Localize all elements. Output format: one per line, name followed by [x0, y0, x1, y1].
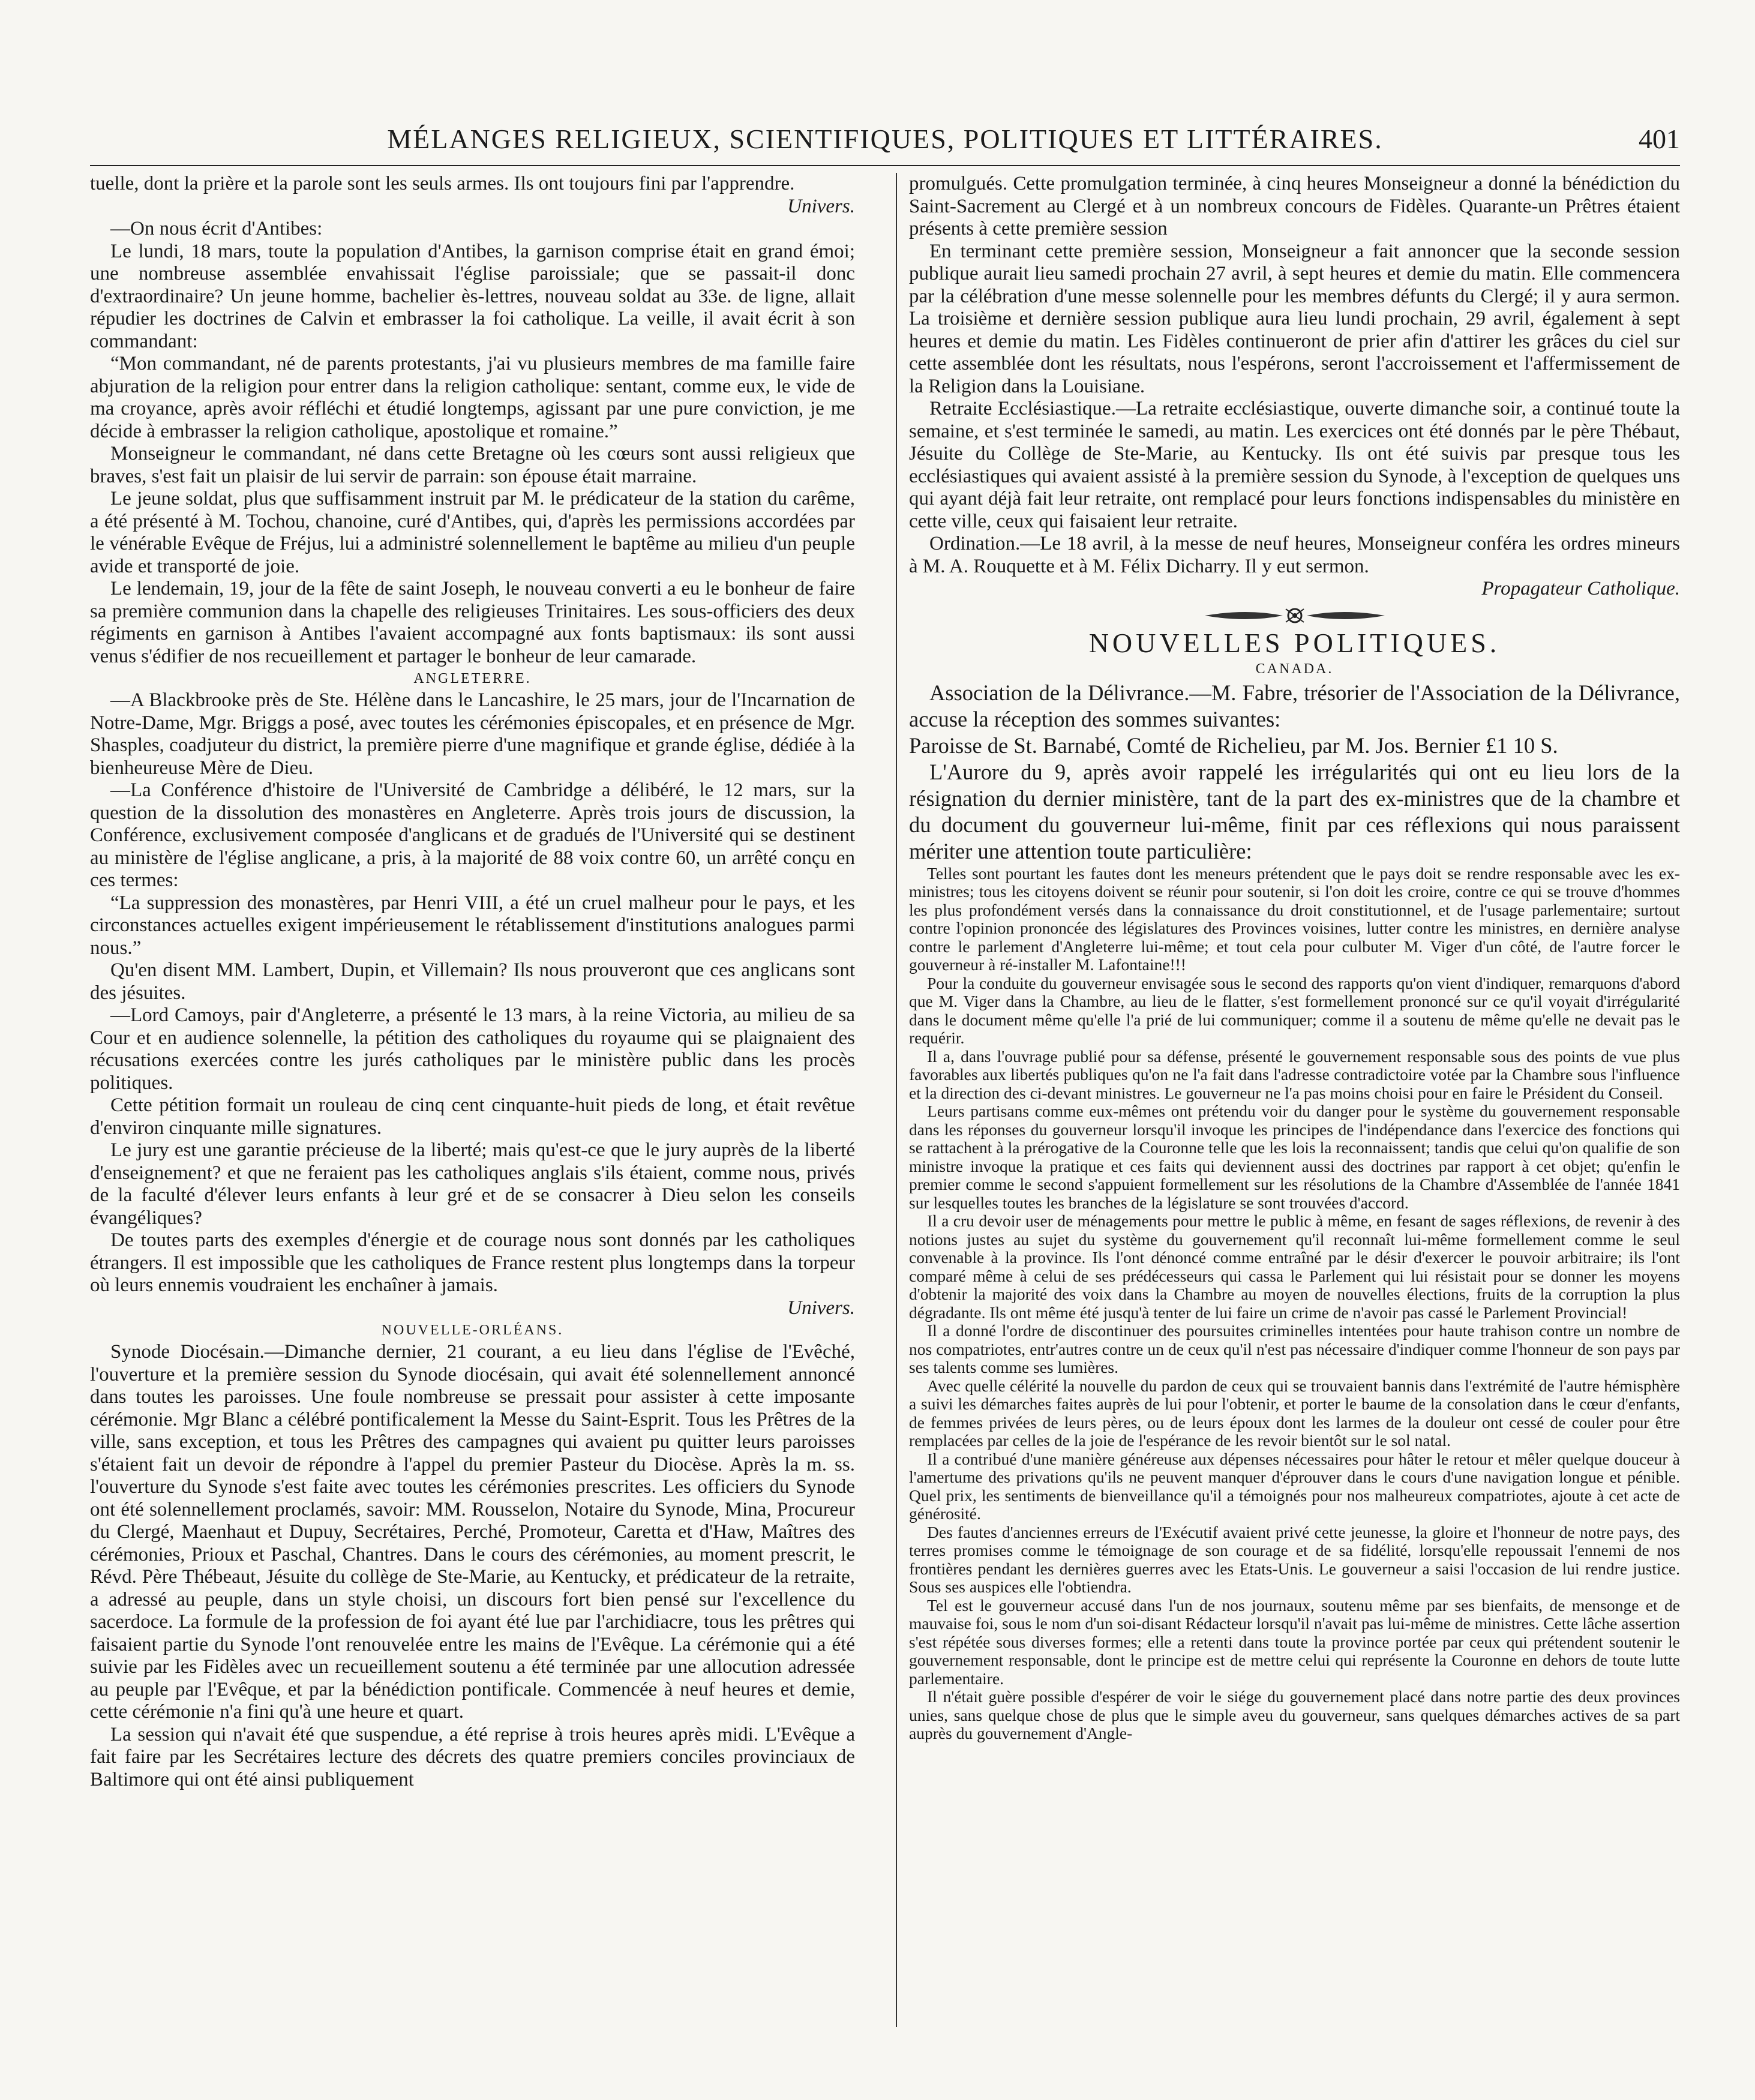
page-header: [90, 123, 1680, 166]
paragraph: —La Conférence d'histoire de l'Université de Cambridge a délibéré, le 12 mars, sur la question de la dissolution des monastères en Angleterre. Après trois jours de discussion, la Conférence, exclusivement composée d'anglicans et de gradués de l'Université qui se destinent au ministère de l'église anglicane, a pris, à la majorité de 88 voix contre 60, un arrêté conçu en ces termes:: [90, 779, 855, 891]
paragraph: —A Blackbrooke près de Ste. Hélène dans le Lancashire, le 25 mars, jour de l'Incarnation de Notre-Dame, Mgr. Briggs a posé, avec toutes les cérémonies épiscopales, et en présence de Mgr. Shasples, coadjuteur du district, la première pierre d'une magnifique et grande église, dédiée à la bienheureuse Mère de Dieu.: [90, 689, 855, 779]
source-attribution: Propagateur Catholique.: [1481, 578, 1680, 599]
paragraph: —Lord Camoys, pair d'Angleterre, a présenté le 13 mars, à la reine Victoria, au milieu de sa Cour et en audience solennelle, la pétition des catholiques du royaume qui se plaignaient des récusations exercées contre les jurés catholiques par le ministère public dans les procès politiques.: [90, 1004, 855, 1094]
quoted-paragraph: Avec quelle célérité la nouvelle du pardon de ceux qui se trouvaient bannis dans l'extrémité de l'autre hémisphère a suivi les démarches faites auprès de lui pour l'obtenir, et porter le baume de la consolation dans le cœur d'enfants, de femmes privées de leurs pères, ou de leurs époux dont les larmes de la douleur ont cessé de couler pour être remplacées par celles de la joie de l'espérance de les revoir bientôt sur le sol natal.: [909, 1376, 1680, 1450]
section-heading-angleterre: ANGLETERRE.: [413, 671, 532, 686]
paragraph: Association de la Délivrance.—M. Fabre, trésorier de l'Association de la Délivrance, accuse la réception des sommes suivantes:: [909, 680, 1680, 731]
paragraph: —On nous écrit d'Antibes:: [110, 218, 323, 239]
quoted-paragraph: Il n'était guère possible d'espérer de voir le siége du gouvernement placé dans notre partie des deux provinces unies, sans quelque chose de plus que le simple aveu du gouverneur, sans quelques démarches actives de sa part auprès du gouvernement d'Angle-: [909, 1687, 1680, 1742]
paragraph: Retraite Ecclésiastique.—La retraite ecclésiastique, ouverte dimanche soir, a continué toute la semaine, et s'est terminée le samedi, au matin. Les exercices ont été donnés par le père Thébaut, Jésuite du Collège de Ste-Marie, au Kentucky. Ils ont été suivis par presque tous les ecclésiastiques qui avaient assisté à la première session du Synode, à l'exception de quelques uns qui ayant déjà fait leur retraite, ont remplacé pour leurs fonctions indispensables du ministère en cette ville, ceux qui faisaient leur retraite.: [909, 398, 1680, 532]
paragraph: Cette pétition formait un rouleau de cinq cent cinquante-huit pieds de long, et était revêtue d'environ cinquante mille signatures.: [90, 1094, 855, 1139]
column-divider: [896, 173, 897, 2027]
paragraph: Le jeune soldat, plus que suffisamment instruit par M. le prédicateur de la station du carême, a été présenté à M. Tochou, chanoine, curé d'Antibes, qui, d'après les permissions accordées par le vénérable Evêque de Fréjus, lui a administré solennellement le baptême au milieu d'un peuple avide et transporté de joie.: [90, 488, 855, 577]
paragraph: Le jury est une garantie précieuse de la liberté; mais qu'est-ce que le jury auprès de la liberté d'enseignement? et que ne feraient pas les catholiques anglais s'ils étaient, comme nous, privés de la faculté d'élever leurs enfants à leur gré et de se consacrer à Dieu selon les conseils évangéliques?: [90, 1139, 855, 1229]
section-heading-nouvelle-orleans: NOUVELLE-ORLÉANS.: [381, 1322, 564, 1338]
paragraph: promulgués. Cette promulgation terminée, à cinq heures Monseigneur a donné la bénédiction du Saint-Sacrement au Clergé et à un nombreux concours de Fidèles. Quarante-un Prêtres étaient présents à cette première session: [909, 173, 1680, 239]
running-title: MÉLANGES RELIGIEUX, SCIENTIFIQUES, POLITIQUES ET LITTÉRAIRES.: [387, 124, 1383, 154]
paragraph: En terminant cette première session, Monseigneur a fait annoncer que la seconde session publique aurait lieu samedi prochain 27 avril, à sept heures et demie du matin. Elle commencera par la célébration d'une messe solennelle pour les membres défunts du Clergé; il y aura sermon. La troisième et dernière session publique aura lieu lundi prochain, 29 avril, également à sept heures et demie du matin. Les Fidèles continueront de prier afin d'attirer les grâces du ciel sur cette assemblée dont les résultats, nous l'espérons, seront l'accroissement et l'affermissement de la Religion dans la Louisiane.: [909, 240, 1680, 397]
paragraph: tuelle, dont la prière et la parole sont les seuls armes. Ils ont toujours fini par l'apprendre.: [90, 173, 795, 194]
quoted-paragraph: Il a, dans l'ouvrage publié pour sa défense, présenté le gouvernement responsable sous des points de vue plus favorables aux libertés publiques qu'on ne l'a fait dans l'adresse contradictoire votée par la Chambre sous l'influence et la direction des ci-devant ministres. Le gouverneur ne l'a pas moins choisi pour en faire le Président du Conseil.: [909, 1046, 1680, 1102]
quoted-paragraph: Tel est le gouverneur accusé dans l'un de nos journaux, soutenu même par ses bienfaits, de mensonge et de mauvaise foi, sous le nom d'un soi-disant Rédacteur lorsqu'il n'avait pas lui-même de ministres. Cette lâche assertion s'est répétée sous diverses formes; elle a retenti dans toute la province portée par ceux qui prétendent soutenir le gouvernement responsable, dont le principe est de mettre celui qui représente la Couronne en dehors de toute lutte parlementaire.: [909, 1595, 1680, 1688]
ornament-divider-icon: [909, 605, 1680, 626]
source-attribution: Univers.: [787, 1297, 855, 1319]
quotation-paragraph: “La suppression des monastères, par Henri VIII, a été un cruel malheur pour le pays, et les circonstances actuelles exigent impérieusement le rétablissement d'institutions analogues parmi nous.”: [90, 892, 855, 959]
left-column: [90, 173, 855, 1791]
paragraph: Qu'en disent MM. Lambert, Dupin, et Villemain? Ils nous prouveront que ces anglicans sont des jésuites.: [90, 959, 855, 1004]
quoted-paragraph: Leurs partisans comme eux-mêmes ont prétendu voir du danger pour le système du gouvernement responsable dans les réponses du gouverneur lorsqu'il invoque les principes de l'indépendance dans l'exercice des fonctions qui se rattachent à la prérogative de la Couronne telle que les lois la reconnaissent; tandis que celui qu'on qualifie de son ministre invoque la pratique et ces faits qui deviennent aussi des doctrines par rapport à cet objet; qu'enfin le premier comme le second s'appuient formellement sur les résolutions de la Chambre d'Assemblée de l'année 1841 sur lesquelles toutes les branches de la législature se sont trouvées d'accord.: [909, 1102, 1680, 1212]
section-heading-nouvelles-politiques: NOUVELLES POLITIQUES.: [1088, 627, 1501, 658]
paragraph: Monseigneur le commandant, né dans cette Bretagne où les cœurs sont aussi religieux que braves, s'est fait un plaisir de lui servir de parrain: son épouse était marraine.: [90, 443, 855, 487]
quoted-paragraph: Il a cru devoir user de ménagements pour mettre le public à même, en fesant de sages réflexions, de revenir à des notions justes au sujet du système du gouvernement qu'il reconnaît lui-même formellement comme le seul convenable à la province. Ils l'ont dénoncé comme entraîné par le désir d'exercer le pouvoir arbitraire; ils l'ont comparé même à celui de ses prédécesseurs qui cassa le Parlement qui lui résistait pour se donner les moyens d'obtenir la majorité des voix dans la Chambre au moyen de nouvelles élections, fruits de la corruption la plus dégradante. Ils ont même été jusqu'à tenter de lui faire un crime de n'avoir pas cassé le Parlement Provincial!: [909, 1211, 1680, 1322]
paragraph: Paroisse de St. Barnabé, Comté de Richelieu, par M. Jos. Bernier £1 10 S.: [909, 733, 1558, 758]
section-heading-canada: CANADA.: [1255, 661, 1334, 677]
paragraph: Le lundi, 18 mars, toute la population d'Antibes, la garnison comprise était en grand émoi; une nombreuse assemblée envahissait l'église paroissiale; que se passait-il donc d'extraordinaire? Un jeune homme, bachelier ès-lettres, nouveau soldat au 33e. de ligne, allait répudier les doctrines de Calvin et embrasser la foi catholique. La veille, il avait écrit à son commandant:: [90, 240, 855, 352]
quoted-paragraph: Telles sont pourtant les fautes dont les meneurs prétendent que le pays doit se rendre responsable avec les ex-ministres; tous les citoyens doivent se réunir pour soutenir, si l'on doit les croire, contre ce qui se trouve d'hommes les plus profondément versés dans la connaissance du droit constitutionnel, et de l'usage parlementaire; surtout contre l'opinion prononcée des législatures des Provinces voisines, lutter contre les ministres, en dernière analyse contre le parlement d'Angleterre lui-même; et tout cela pour culbuter M. Viger d'un côté, de l'autre forcer le gouverneur à ré-installer M. Lafontaine!!!: [909, 863, 1680, 974]
right-column: [909, 173, 1680, 1743]
page-number: 401: [1639, 124, 1680, 154]
paragraph: La session qui n'avait été que suspendue, a été reprise à trois heures après midi. L'Evêque a fait faire par les Secrétaires lecture des décrets des quatre premiers conciles provinciaux de Baltimore qui ont été ainsi publiquement: [90, 1723, 855, 1790]
paragraph: De toutes parts des exemples d'énergie et de courage nous sont donnés par les catholiques étrangers. Il est impossible que les catholiques de France restent plus longtemps dans la torpeur où leurs ennemis voudraient les enchaîner à jamais.: [90, 1229, 855, 1296]
quoted-paragraph: Pour la conduite du gouverneur envisagée sous le second des rapports qu'on vient d'indiquer, remarquons d'abord que M. Viger dans la Chambre, au lieu de le flatter, s'est formellement prononcé sur ce qu'il voyait d'irrégularité dans le document même qu'elle l'a prié de lui communiquer; comme il a soutenu de même qu'elle ne devait pas le requérir.: [909, 973, 1680, 1047]
quoted-paragraph: Des fautes d'anciennes erreurs de l'Exécutif avaient privé cette jeunesse, la gloire et l'honneur de notre pays, des terres promises comme le témoignage de son courage et de sa fidélité, lorsqu'elle repoussait l'ennemi de nos frontières pendant les dernières guerres avec les Etats-Unis. Le gouverneur a saisi l'occasion de lui rendre justice. Sous ses auspices elle l'obtiendra.: [909, 1522, 1680, 1596]
paragraph: L'Aurore du 9, après avoir rappelé les irrégularités qui ont eu lieu lors de la résignation du dernier ministère, tant de la part des ex-ministres que de la chambre et du document du gouverneur lui-même, finit par ces réflexions qui nous paraissent mériter une attention toute particulière:: [909, 759, 1680, 863]
paragraph: Ordination.—Le 18 avril, à la messe de neuf heures, Monseigneur conféra les ordres mineurs à M. A. Rouquette et à M. Félix Dicharry. Il y eut sermon.: [909, 533, 1680, 577]
paragraph: Le lendemain, 19, jour de la fête de saint Joseph, le nouveau converti a eu le bonheur de faire sa première communion dans la chapelle des religieuses Trinitaires. Les sous-officiers des deux régiments en garnison à Antibes l'avaient accompagné aux fonts baptismaux: ils sont aussi venus s'édifier de nos recueillement et partager le bonheur de leur camarade.: [90, 578, 855, 667]
quotation-paragraph: “Mon commandant, né de parents protestants, j'ai vu plusieurs membres de ma famille faire abjuration de la religion pour entrer dans la religion catholique: sentant, comme eux, le vide de ma croyance, après avoir réfléchi et étudié longtemps, agissant par une pure conviction, je me décide à embrasser la religion catholique, apostolique et romaine.”: [90, 353, 855, 442]
source-attribution: Univers.: [787, 195, 855, 217]
paragraph: Synode Diocésain.—Dimanche dernier, 21 courant, a eu lieu dans l'église de l'Evêché, l'ouverture et la première session du Synode diocésain, qui avait été solennellement annoncé dans toutes les paroisses. Une foule nombreuse se pressait pour assister à cette imposante cérémonie. Mgr Blanc a célébré pontificalement la Messe du Saint-Esprit. Tous les Prêtres de la ville, sans exception, et tous les Prêtres des campagnes qui avaient pu quitter leurs paroisses s'étaient fait un devoir de répondre à l'appel du premier Pasteur du Diocèse. Après la m. ss. l'ouverture du Synode s'est faite avec toutes les cérémonies prescrites. Les officiers du Synode ont été solennellement proclamés, savoir: MM. Rousselon, Notaire du Synode, Mina, Procureur du Clergé, Maenhaut et Dupuy, Secrétaires, Perché, Promoteur, Caretta et d'Haw, Maîtres des cérémonies, Prioux et Paschal, Chantres. Dans le cours des cérémonies, au moment prescrit, le Révd. Père Thébeaut, Jésuite du collège de Ste-Marie, au Kentucky, et prédicateur de la retraite, a adressé au peuple, dans un style choisi, un discours fort bien pensé sur l'excellence du sacerdoce. La formule de la profession de foi ayant été lue par l'archidiacre, tous les prêtres qui faisaient partie du Synode l'ont renouvelée entre les mains de l'Evêque. La cérémonie qui a été suivie par les Fidèles avec un recueillement soutenu a été terminée par une allocution adressée au peuple par l'Evêque, et par la bénédiction pontificale. Commencée à neuf heures et demie, cette cérémonie n'a fini qu'à une heure et quart.: [90, 1341, 855, 1723]
quoted-paragraph: Il a contribué d'une manière généreuse aux dépenses nécessaires pour hâter le retour et mêler quelque douceur à l'amertume des privations qu'ils ne peuvent manquer d'éprouver dans le cours d'une navigation longue et pénible. Quel prix, les sentiments de bienveillance qu'il a témoignés pour nos malheureux compatriotes, ajoute à cet acte de générosité.: [909, 1449, 1680, 1523]
quoted-paragraph: Il a donné l'ordre de discontinuer des poursuites criminelles intentées pour haute trahison contre un nombre de nos compatriotes, entr'autres contre un de ceux qu'il n'est pas nécessaire d'indiquer comme l'honneur de son pays par ses talents comme ses lumières.: [909, 1321, 1680, 1376]
